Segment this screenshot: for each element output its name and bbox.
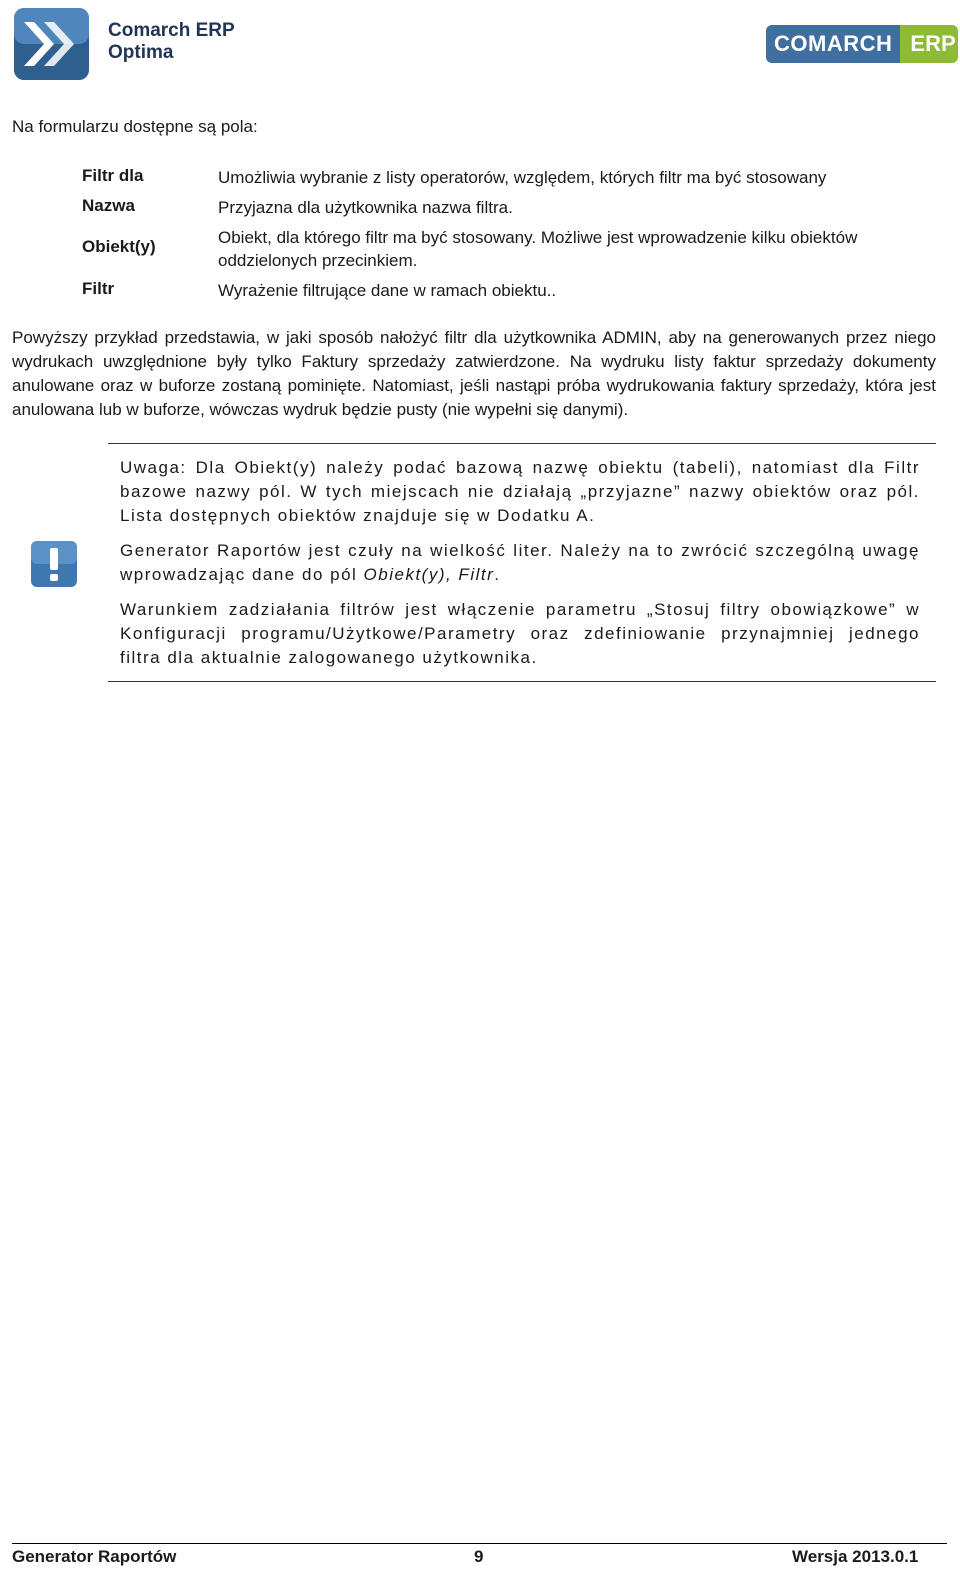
- field-desc: Umożliwia wybranie z listy operatorów, względem, których filtr ma być stosowany: [218, 168, 827, 187]
- note-paragraph-3: Warunkiem zadziałania filtrów jest włączenie parametru „Stosuj filtry obowiązkowe” w Konfiguracji programu/Użytkowe/Parametry oraz zdefiniowanie przynajmniej jednego filtra dla aktualnie zalogowanego użytkownika.: [120, 600, 920, 667]
- exclamation-icon: [30, 540, 78, 588]
- footer-title: Generator Raportów: [12, 1547, 177, 1566]
- logo-line-1: Comarch ERP: [108, 20, 235, 41]
- field-desc: Obiekt, dla którego filtr ma być stosowany. Możliwe jest wprowadzenie kilku obiektów oddzielonych przecinkiem.: [218, 228, 858, 270]
- note-paragraph-2: [120, 539, 920, 587]
- intro-text: Na formularzu dostępne są pola:: [12, 117, 258, 136]
- note-paragraph-1: Uwaga: Dla Obiekt(y) należy podać bazową nazwę obiektu (tabeli), natomiast dla Filtr bazowe nazwy pól. W tych miejscach nie działają „przyjazne” nazwy obiektów oraz pól. Lista dostępnych obiektów znajduje się w Dodatku A.: [120, 458, 920, 525]
- product-logo-text: [108, 20, 235, 64]
- field-name: Obiekt(y): [82, 237, 156, 256]
- example-paragraph: Powyższy przykład przedstawia, w jaki sposób nałożyć filtr dla użytkownika ADMIN, aby na generowanych przez niego wydrukach uwzględnione były tylko Faktury sprzedaży zatwierdzone. Na wydruku listy faktur sprzedaży dokumenty anulowane oraz w buforze zostaną pominięte. Natomiast, jeśli nastąpi próba wydrukowania faktury sprzedaży, która jest anulowana lub w buforze, wówczas wydruk będzie pusty (nie wypełni się danymi).: [12, 328, 936, 419]
- field-desc: Wyrażenie filtrujące dane w ramach obiektu..: [218, 281, 557, 300]
- comarch-erp-logo: [766, 25, 958, 63]
- logo-comarch-text: COMARCH: [766, 25, 900, 63]
- note-bottom-divider: [108, 681, 936, 682]
- page-header: [0, 0, 960, 90]
- footer-version: Wersja 2013.0.1: [792, 1547, 919, 1566]
- note-p2-end: .: [494, 565, 501, 584]
- footer-divider: [12, 1543, 947, 1544]
- field-name: Nazwa: [82, 196, 135, 215]
- note-top-divider: [108, 443, 936, 444]
- note-p2-text: Generator Raportów jest czuły na wielkość liter. Należy na to zwrócić szczególną uwagę wprowadzając dane do pól: [120, 541, 920, 584]
- logo-line-2: Optima: [108, 42, 174, 63]
- field-desc: Przyjazna dla użytkownika nazwa filtra.: [218, 198, 513, 217]
- logo-erp-text: ERP: [900, 25, 958, 63]
- field-name: Filtr: [82, 279, 115, 298]
- note-p2-italic: Obiekt(y), Filtr: [363, 565, 495, 584]
- field-name: Filtr dla: [82, 166, 144, 185]
- comarch-optima-logo-icon: [14, 8, 89, 80]
- footer-page-number: 9: [474, 1547, 484, 1566]
